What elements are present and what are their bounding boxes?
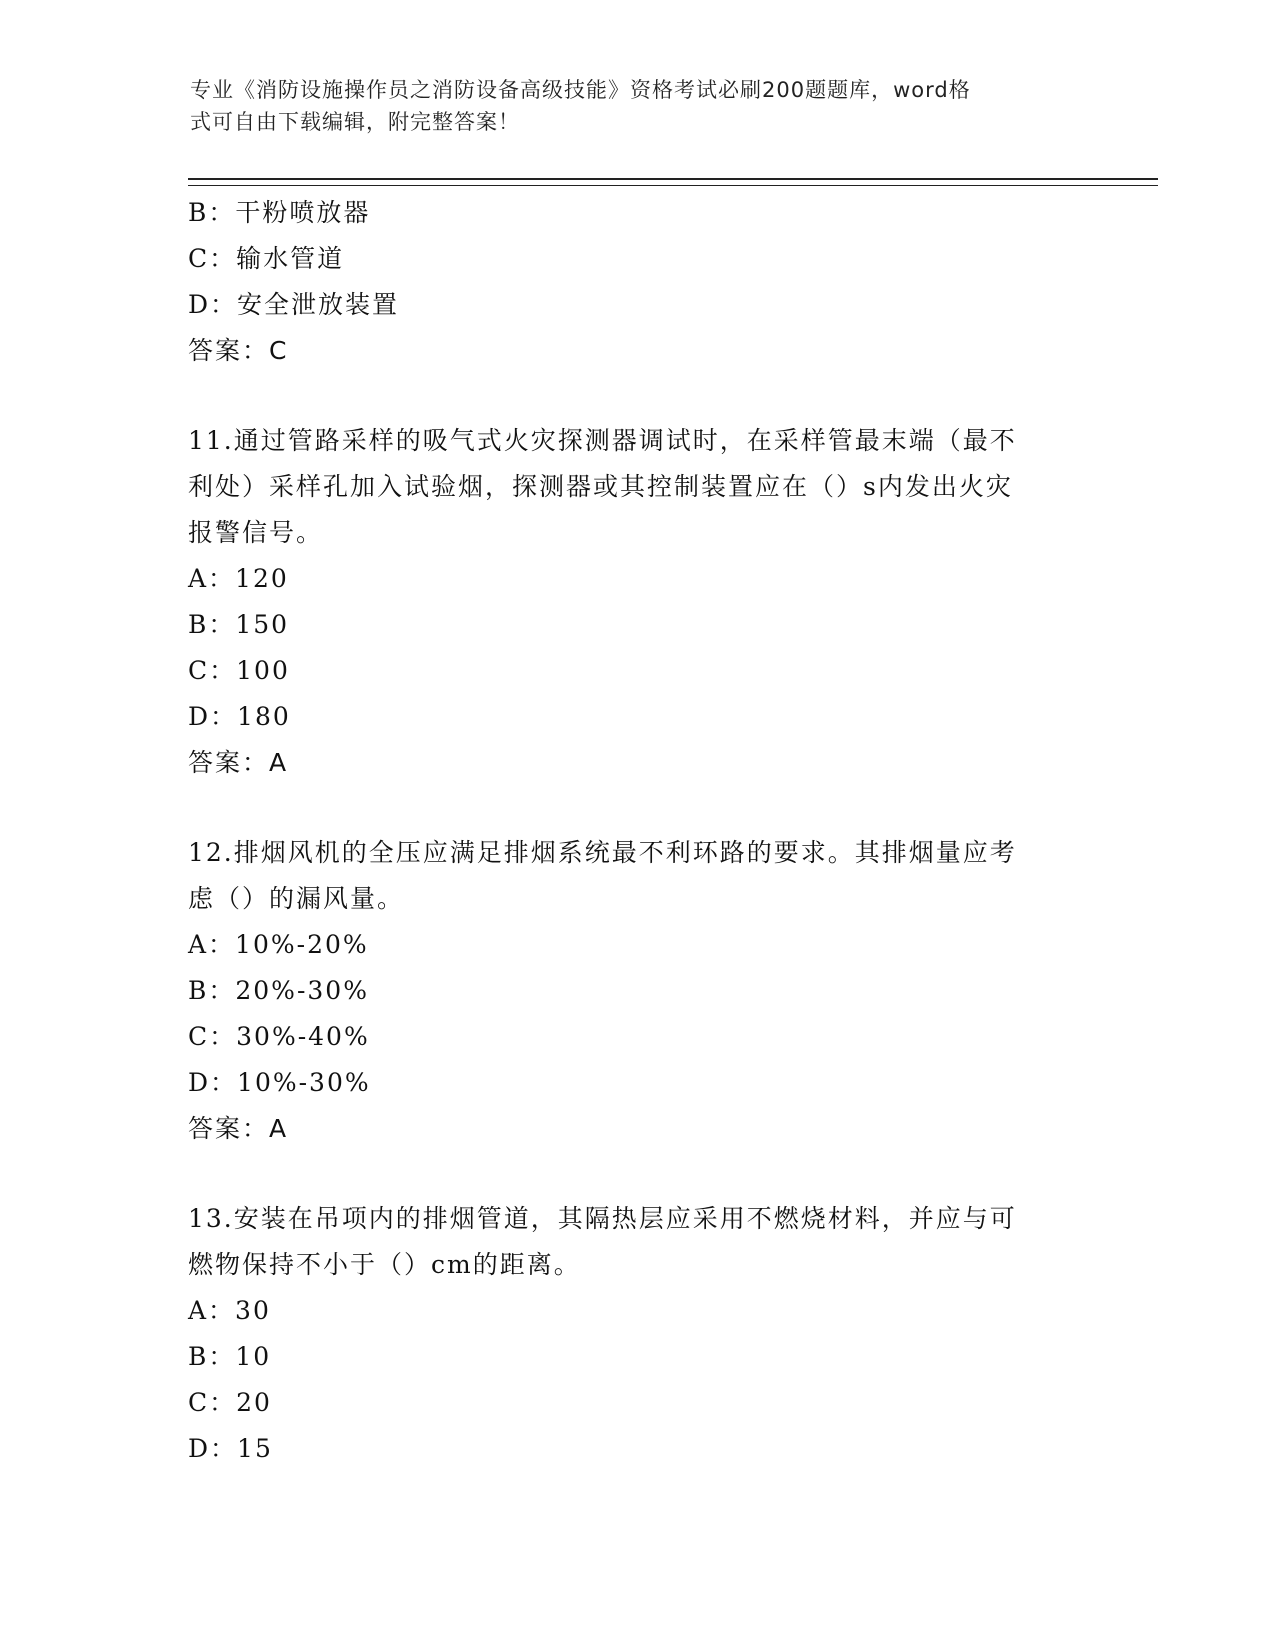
header-line-1: 专业《消防设施操作员之消防设备高级技能》资格考试必刷200题题库，word格 — [190, 78, 971, 102]
question-text-line: 11.通过管路采样的吸气式火灾探测器调试时，在采样管最末端（最不 — [188, 426, 1017, 455]
option-b: B：150 — [188, 610, 290, 639]
option-d: D：15 — [188, 1434, 273, 1463]
option-c: C：100 — [188, 656, 290, 685]
question-11 — [188, 418, 1088, 786]
question-text-line: 虑（）的漏风量。 — [188, 884, 405, 913]
option-b: B：20%-30% — [188, 976, 369, 1005]
answer-line: 答案：A — [188, 1114, 289, 1143]
answer-line: 答案：A — [188, 748, 289, 777]
header-divider — [188, 178, 1158, 186]
question-12 — [188, 830, 1088, 1152]
answer-line: 答案：C — [188, 336, 289, 365]
question-text-line: 利处）采样孔加入试验烟，探测器或其控制装置应在（）s内发出火灾 — [188, 472, 1013, 501]
option-d: D：180 — [188, 702, 291, 731]
option-c: C：30%-40% — [188, 1022, 370, 1051]
question-text-line: 报警信号。 — [188, 518, 324, 547]
question-text-line: 燃物保持不小于（）cm的距离。 — [188, 1250, 581, 1279]
option-c: C：输水管道 — [188, 244, 345, 273]
option-b: B：干粉喷放器 — [188, 198, 371, 227]
page-header — [190, 74, 1090, 138]
option-c: C：20 — [188, 1388, 272, 1417]
question-13 — [188, 1196, 1088, 1472]
question-text-line: 12.排烟风机的全压应满足排烟系统最不利环路的要求。其排烟量应考 — [188, 838, 1017, 867]
previous-question-tail — [188, 190, 1088, 374]
header-line-2: 式可自由下载编辑，附完整答案！ — [190, 110, 520, 134]
option-b: B：10 — [188, 1342, 272, 1371]
question-text-line: 13.安装在吊项内的排烟管道，其隔热层应采用不燃烧材料，并应与可 — [188, 1204, 1017, 1233]
option-d: D：安全泄放装置 — [188, 290, 400, 319]
document-body — [188, 190, 1088, 1472]
option-a: A：10%-20% — [188, 930, 369, 959]
option-d: D：10%-30% — [188, 1068, 371, 1097]
option-a: A：30 — [188, 1296, 271, 1325]
option-a: A：120 — [188, 564, 289, 593]
